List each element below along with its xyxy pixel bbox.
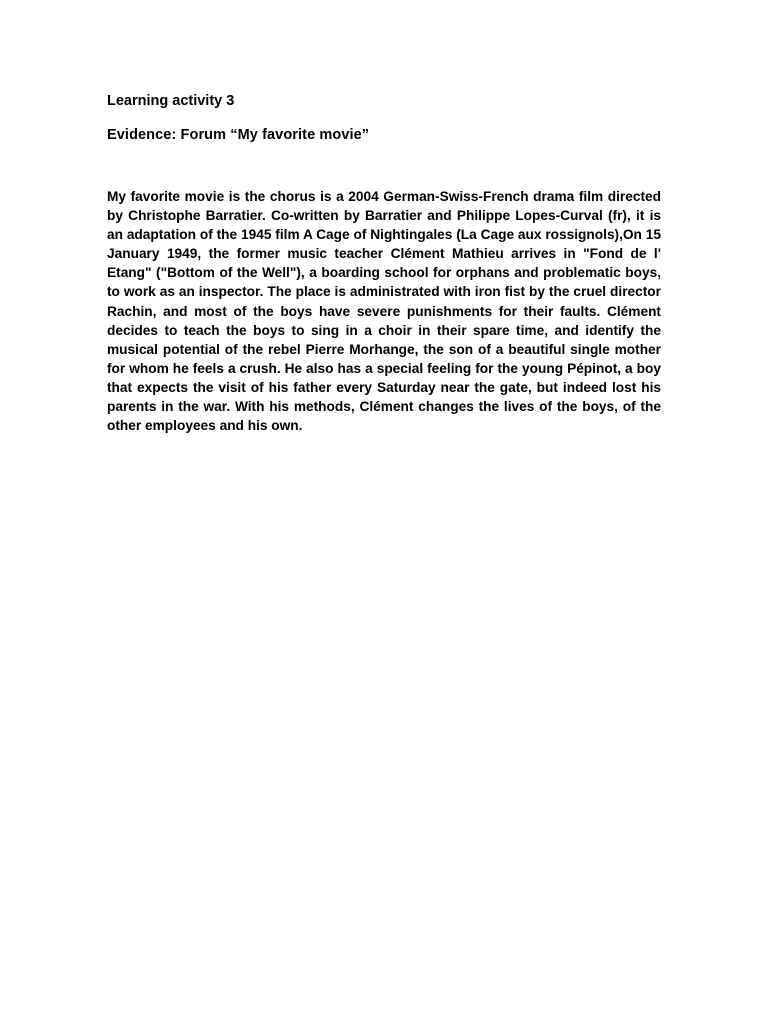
evidence-heading: Evidence: Forum “My favorite movie”: [107, 127, 370, 143]
activity-heading: Learning activity 3: [107, 93, 235, 109]
body-paragraph: My favorite movie is the chorus is a 2004 German-Swiss-French drama film directed by Christophe Barratier. Co-written by Barratier and Philippe Lopes-Curval (fr), it is an adaptation of the 1945 film A Cage of Nightingales (La Cage aux rossignols),On 15 January 1949, the former music teacher Clément Mathieu arrives in "Fond de l' Etang" ("Bottom of the Well"), a boarding school for orphans and problematic boys, to work as an inspector. The place is administrated with iron fist by the cruel director Rachin, and most of the boys have severe punishments for their faults. Clément decides to teach the boys to sing in a choir in their spare time, and identify the musical potential of the rebel Pierre Morhange, the son of a beautiful single mother for whom he feels a crush. He also has a special feeling for the young Pépinot, a boy that expects the visit of his father every Saturday near the gate, but indeed lost his parents in the war. With his methods, Clément changes the lives of the boys, of the other employees and his own.: [107, 189, 661, 434]
